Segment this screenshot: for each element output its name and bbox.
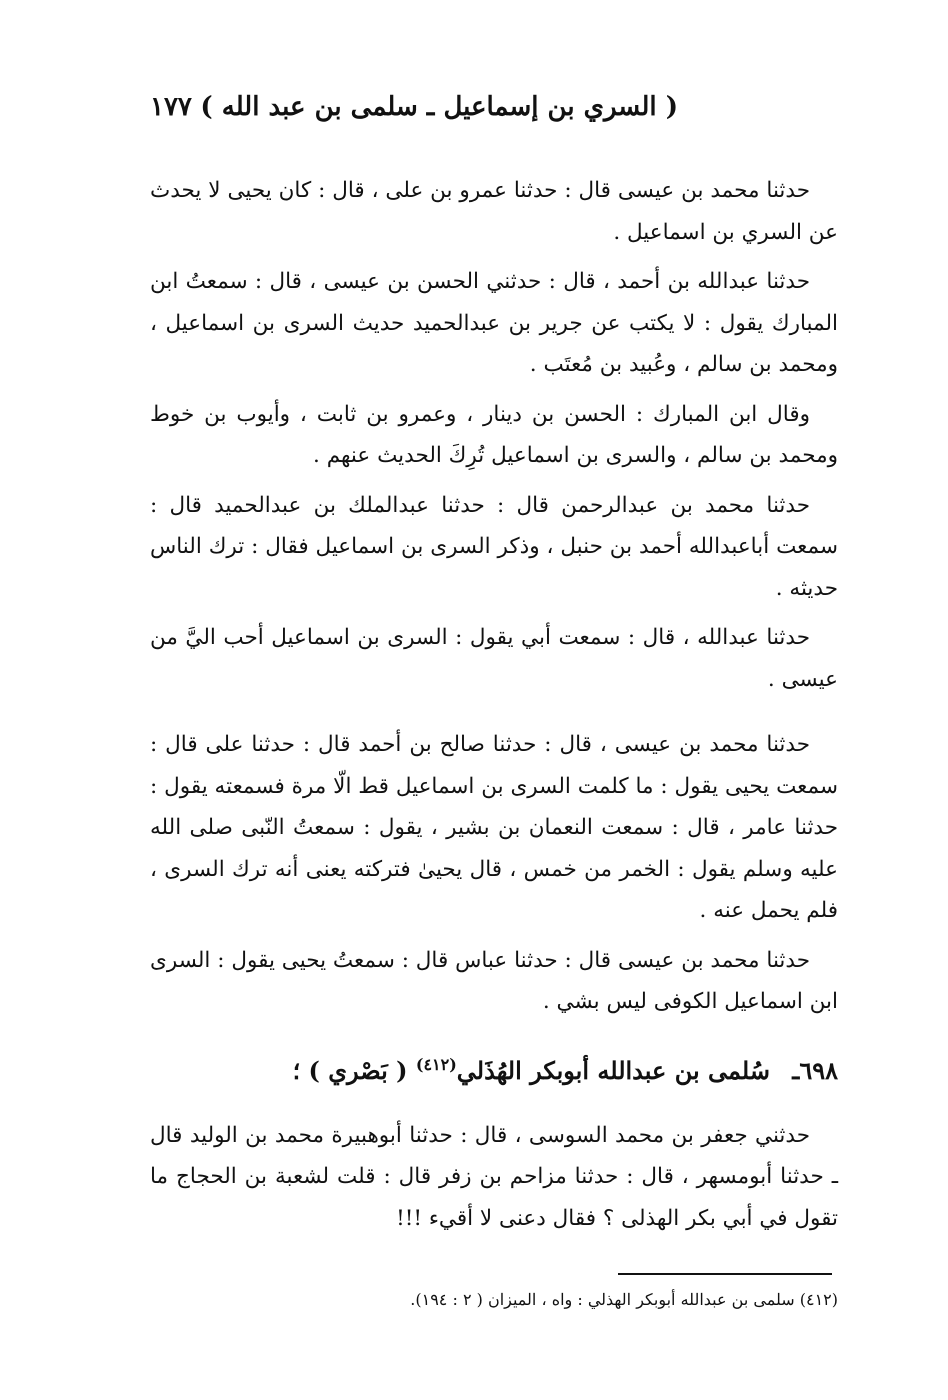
entry-heading: [150, 1041, 838, 1095]
paragraph-1: حدثنا محمد بن عيسى قال : حدثنا عمرو بن على ، قال : كان يحيى لا يحدث عن السري بن اسماعيل .: [150, 178, 838, 245]
page-number: ١٧٧: [150, 92, 192, 122]
entry-number: ٦٩٨ـ: [792, 1055, 838, 1085]
entry-suffix: ( بَصْري ) ؛: [292, 1055, 408, 1085]
footnote: (٤١٢) سلمى بن عبدالله أبوبكر الهذلي : واه ، الميزان ( ٢ : ١٩٤).: [410, 1290, 838, 1309]
paragraph-6: حدثنا محمد بن عيسى ، قال : حدثنا صالح بن أحمد قال : حدثنا على قال : سمعت يحيى يقول : ما كلمت السرى بن اسماعيل قط الّا مرة فسمعته يقول : حدثنا عامر ، قال : سمعت النعمان بن بشير ، يقول : سمعتُ النّبى صلى الله عليه وسلم يقول : الخمر من خمس ، قال يحيىٰ فتركته يعنى أنه ترك السرى ، فلم يحمل عنه .: [150, 732, 838, 923]
paragraph-4: حدثنا محمد بن عبدالرحمن قال : حدثنا عبدالملك بن عبدالحميد قال : سمعت أباعبدالله أحمد بن حنبل ، وذكر السرى بن اسماعيل فقال : ترك الناس حديثه .: [150, 492, 838, 601]
running-title: ( السري بن إسماعيل ـ سلمى بن عبد الله ): [200, 92, 678, 122]
entry-paragraph: حدثني جعفر بن محمد السوسى ، قال : حدثنا أبوهبيرة محمد بن الوليد قال ـ حدثنا أبومسهر ، قال : حدثنا مزاحم بن زفر قال : قلت لشعبة بن الحجاج ما تقول في أبي بكر الهذلى ؟ فقال دعنى لا أقيء !!!: [150, 1122, 838, 1231]
footnote-divider: [618, 1273, 832, 1275]
footnote-reference: (٤١٢): [415, 1054, 457, 1074]
body-text: [150, 170, 838, 1247]
paragraph-2: حدثنا عبدالله بن أحمد ، قال : حدثني الحسن بن عيسى ، قال : سمعتُ ابن المبارك يقول : لا يكتب عن جرير بن عبدالحميد حديث السرى بن اسماعيل ، ومحمد بن سالم ، وعُبيد بن مُعتَب .: [150, 269, 838, 377]
paragraph-3: وقال ابن المبارك : الحسن بن دينار ، وعمرو بن ثابت ، وأيوب بن خوط ومحمد بن سالم ، والسرى بن اسماعيل تُرِكَ الحديث عنهم .: [150, 401, 838, 468]
running-header: [150, 82, 798, 132]
entry-name: سُلمى بن عبدالله أبوبكر الهُذَلي: [456, 1055, 770, 1085]
paragraph-5: حدثنا عبدالله ، قال : سمعت أبي يقول : السرى بن اسماعيل أحب اليَّ من عيسى .: [150, 625, 838, 692]
paragraph-7: حدثنا محمد بن عيسى قال : حدثنا عباس قال : سمعتُ يحيى يقول : السرى ابن اسماعيل الكوفى ليس بشي .: [150, 947, 838, 1014]
